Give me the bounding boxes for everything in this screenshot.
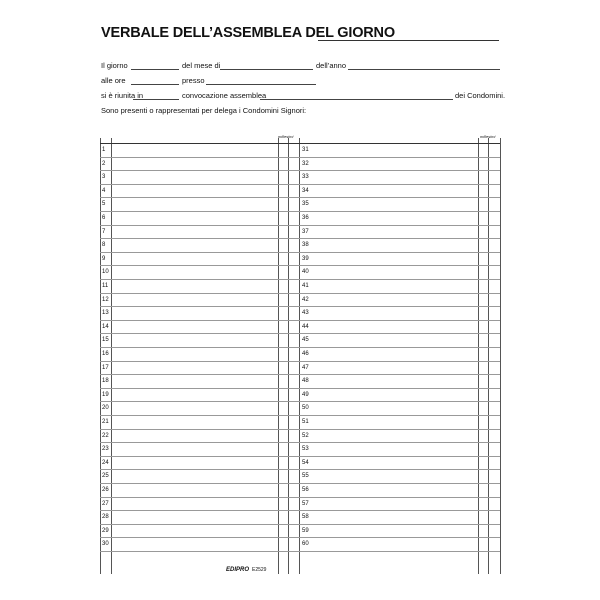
row-number-right: 60 <box>302 541 309 548</box>
row-number-left: 13 <box>102 310 109 317</box>
row-number-left: 20 <box>102 405 109 412</box>
row-number-right: 54 <box>302 459 309 466</box>
row-divider <box>100 456 500 457</box>
field-ore[interactable] <box>131 84 179 85</box>
row-number-left: 16 <box>102 351 109 357</box>
label-presso: presso <box>182 76 205 85</box>
row-divider <box>100 510 500 511</box>
row-divider <box>100 238 500 239</box>
field-presso[interactable] <box>206 84 316 85</box>
row-number-left: 29 <box>102 527 109 534</box>
row-divider <box>100 415 500 416</box>
row-divider <box>100 143 500 144</box>
row-number-right: 57 <box>302 500 309 507</box>
row-number-right: 34 <box>302 187 309 194</box>
label-il-giorno: Il giorno <box>101 61 128 70</box>
row-divider <box>100 469 500 470</box>
row-number-right: 42 <box>302 296 309 303</box>
row-divider <box>100 551 500 552</box>
row-divider <box>100 306 500 307</box>
row-divider <box>100 157 500 158</box>
row-divider <box>100 497 500 498</box>
row-divider <box>100 524 500 525</box>
row-number-right: 52 <box>302 432 309 439</box>
row-number-left: 17 <box>102 364 109 371</box>
row-number-right: 55 <box>302 473 309 480</box>
row-number-right: 39 <box>302 255 309 262</box>
row-divider <box>100 265 500 266</box>
row-divider <box>100 537 500 538</box>
row-number-left: 27 <box>102 500 109 507</box>
row-number-right: 33 <box>302 174 309 181</box>
row-number-right: 35 <box>302 201 309 208</box>
column-divider <box>500 138 501 574</box>
title-underline <box>318 40 499 41</box>
row-number-left: 8 <box>102 242 106 249</box>
row-divider <box>100 252 500 253</box>
row-number-left: 2 <box>102 160 106 167</box>
row-number-right: 44 <box>302 323 309 330</box>
column-header-millesimi-right: millesimi <box>480 134 496 139</box>
row-divider <box>100 170 500 171</box>
row-divider <box>100 293 500 294</box>
column-divider <box>299 138 300 574</box>
row-divider <box>100 374 500 375</box>
label-presenti: Sono presenti o rappresentati per delega i Condomini Signori: <box>101 106 307 115</box>
row-number-left: 9 <box>102 255 106 262</box>
row-number-left: 4 <box>102 187 106 194</box>
row-divider <box>100 347 500 348</box>
row-number-left: 7 <box>102 228 106 235</box>
row-number-right: 47 <box>302 364 309 371</box>
row-divider <box>100 401 500 402</box>
page-title: VERBALE DELL’ASSEMBLEA DEL GIORNO <box>101 25 395 41</box>
column-header-millesimi-left: millesimi <box>278 134 294 139</box>
column-divider <box>278 138 279 574</box>
row-number-right: 36 <box>302 215 309 221</box>
row-number-left: 24 <box>102 459 109 466</box>
row-divider <box>100 361 500 362</box>
row-number-left: 11 <box>102 283 109 289</box>
row-number-left: 19 <box>102 391 109 398</box>
field-anno[interactable] <box>348 69 500 70</box>
column-divider <box>478 138 479 574</box>
row-number-left: 12 <box>102 296 109 303</box>
row-divider <box>100 279 500 280</box>
row-number-right: 41 <box>302 283 309 289</box>
row-number-left: 30 <box>102 541 109 548</box>
field-condominio[interactable] <box>260 99 453 100</box>
row-number-right: 31 <box>302 147 309 153</box>
attendance-table <box>100 134 500 574</box>
row-number-left: 14 <box>102 323 109 330</box>
label-dell-anno: dell’anno <box>316 61 347 70</box>
row-divider <box>100 225 500 226</box>
row-number-right: 40 <box>302 269 309 276</box>
row-number-left: 1 <box>102 147 106 153</box>
row-number-left: 22 <box>102 432 109 439</box>
row-number-left: 6 <box>102 215 106 221</box>
row-number-left: 18 <box>102 378 109 385</box>
label-del-mese-di: del mese di <box>182 61 221 70</box>
row-divider <box>100 211 500 212</box>
row-divider <box>100 388 500 389</box>
row-number-left: 15 <box>102 337 109 344</box>
brand-logo: EDIPRO <box>226 567 250 573</box>
row-number-right: 53 <box>302 446 309 453</box>
row-divider <box>100 197 500 198</box>
row-number-right: 43 <box>302 310 309 317</box>
label-dei-condomini: dei Condomini. <box>455 91 506 100</box>
row-number-right: 38 <box>302 242 309 249</box>
row-number-left: 23 <box>102 446 109 453</box>
row-divider <box>100 320 500 321</box>
row-divider <box>100 483 500 484</box>
row-number-left: 3 <box>102 174 106 181</box>
row-number-right: 58 <box>302 514 309 521</box>
row-divider <box>100 442 500 443</box>
row-number-right: 51 <box>302 419 309 425</box>
row-number-left: 10 <box>102 269 109 276</box>
row-number-right: 59 <box>302 527 309 534</box>
row-number-left: 25 <box>102 473 109 480</box>
row-divider <box>100 429 500 430</box>
column-divider <box>111 138 112 574</box>
row-number-right: 50 <box>302 405 309 412</box>
field-mese[interactable] <box>220 69 313 70</box>
row-number-right: 49 <box>302 391 309 398</box>
row-number-left: 28 <box>102 514 109 521</box>
row-number-right: 56 <box>302 487 309 493</box>
column-divider <box>100 138 101 574</box>
row-number-left: 5 <box>102 201 106 208</box>
product-code: E2529 <box>252 567 267 573</box>
row-number-right: 32 <box>302 160 309 167</box>
label-convocazione-assemblea: convocazione assemblea <box>182 91 267 100</box>
row-number-right: 46 <box>302 351 309 357</box>
row-number-right: 48 <box>302 378 309 385</box>
field-giorno[interactable] <box>131 69 179 70</box>
row-number-left: 21 <box>102 419 109 425</box>
row-number-left: 26 <box>102 487 109 493</box>
row-number-right: 37 <box>302 228 309 235</box>
row-divider <box>100 333 500 334</box>
column-divider <box>288 138 289 574</box>
column-divider <box>488 138 489 574</box>
row-number-right: 45 <box>302 337 309 344</box>
row-divider <box>100 184 500 185</box>
label-alle-ore: alle ore <box>101 76 126 85</box>
field-convocazione[interactable] <box>133 99 179 100</box>
label-si-e-riunita: si è riunita in <box>101 91 144 100</box>
